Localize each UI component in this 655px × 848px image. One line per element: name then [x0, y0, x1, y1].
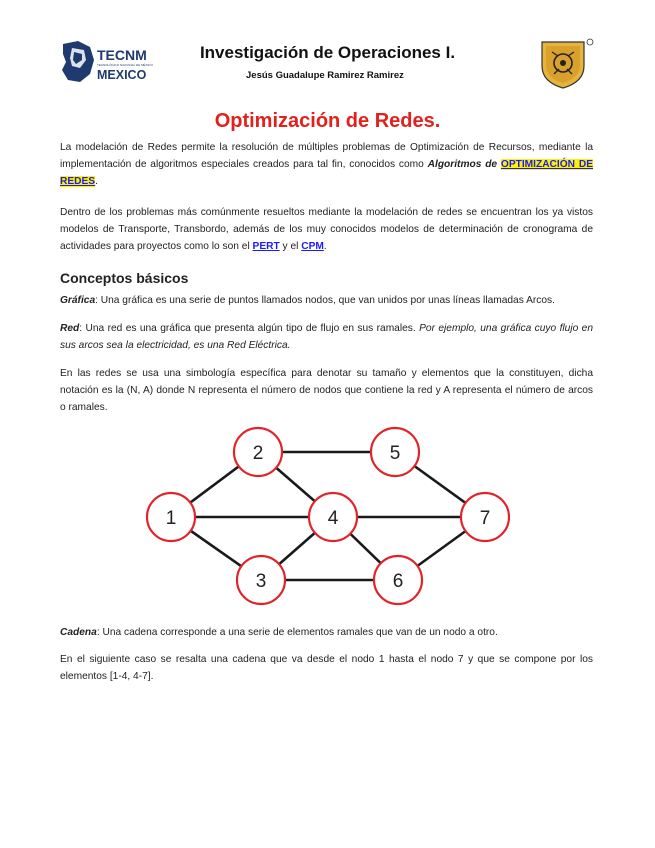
second-text: Dentro de los problemas más comúnmente resueltos mediante la modelación de redes se encuentran los ya vistos modelos de Transporte, Transbordo, además de los muy conocidos modelos de determinación de cronograma de actividades para proyectos como lo son el: [60, 207, 593, 252]
node-2: [234, 428, 282, 476]
node-label-5: 5: [389, 443, 401, 464]
closing-paragraph: En el siguiente caso se resalta una cadena que va desde el nodo 1 hasta el nodo 7 y que se compone por los elementos [1-4, 4-7].: [60, 654, 593, 682]
intro-text: La modelación de Redes permite la resolución de múltiples problemas de Optimización de Recursos, mediante la implementación de algoritmos especiales creados para tal fin, conocidos como: [60, 142, 593, 170]
cadena-definition: [60, 624, 593, 641]
node-6: [374, 556, 422, 604]
node-4: [309, 493, 357, 541]
algorithm-label: Algoritmos de: [427, 159, 501, 170]
section-heading: Conceptos básicos: [60, 270, 189, 286]
grafica-definition: [60, 292, 593, 309]
intro-paragraph: [60, 139, 593, 190]
red-definition: [60, 320, 593, 354]
document-author: Jesús Guadalupe Ramirez Ramirez: [246, 70, 404, 81]
document-title: Investigación de Operaciones I.: [199, 43, 456, 62]
node-label-4: 4: [327, 508, 339, 529]
main-title: Optimización de Redes.: [214, 110, 441, 132]
cadena-def: : Una cadena corresponde a una serie de elementos ramales que van de un nodo a otro.: [96, 627, 498, 638]
node-5: [371, 428, 419, 476]
intro-end: .: [95, 176, 98, 187]
node-label-7: 7: [479, 508, 491, 529]
second-end: .: [323, 241, 327, 252]
logo-tagline: TECNOLÓGICO NACIONAL DE MÉXICO: [97, 63, 153, 67]
red-term: Red: [60, 323, 80, 334]
optimizacion-redes-highlight[interactable]: OPTIMIZACIÓN DE REDES: [60, 159, 593, 187]
pert-link[interactable]: PERT: [252, 241, 280, 252]
notation-paragraph: En las redes se usa una simbología específica para denotar su tamaño y elementos que la constituyen, dicha notación es la (N, A) donde N representa el número de nodos que contiene la red y A representa el número de arcos o ramales.: [60, 368, 593, 413]
node-7: [461, 493, 509, 541]
logo-name: TECNM: [97, 47, 147, 63]
grafica-term: Gráfica: [60, 295, 96, 306]
red-example: Por ejemplo, una gráfica cuyo flujo en sus arcos sea la electricidad, es una Red Eléctrica.: [60, 323, 593, 351]
node-label-1: 1: [165, 508, 177, 529]
node-label-6: 6: [392, 571, 404, 592]
network-diagram: [140, 423, 510, 613]
red-def: : Una red es una gráfica que presenta algún tipo de flujo en sus ramales.: [79, 323, 420, 334]
node-label-2: 2: [252, 443, 264, 464]
node-label-3: 3: [255, 571, 267, 592]
cadena-term: Cadena: [60, 627, 97, 638]
institution-shield-logo: [532, 36, 596, 90]
second-y: y el: [279, 241, 302, 252]
second-paragraph: [60, 204, 593, 255]
grafica-def: : Una gráfica es una serie de puntos llamados nodos, que van unidos por unas líneas llamadas Arcos.: [95, 295, 555, 306]
node-1: [147, 493, 195, 541]
cpm-link[interactable]: CPM: [301, 241, 324, 252]
logo-sub: MEXICO: [97, 68, 147, 82]
node-3: [237, 556, 285, 604]
